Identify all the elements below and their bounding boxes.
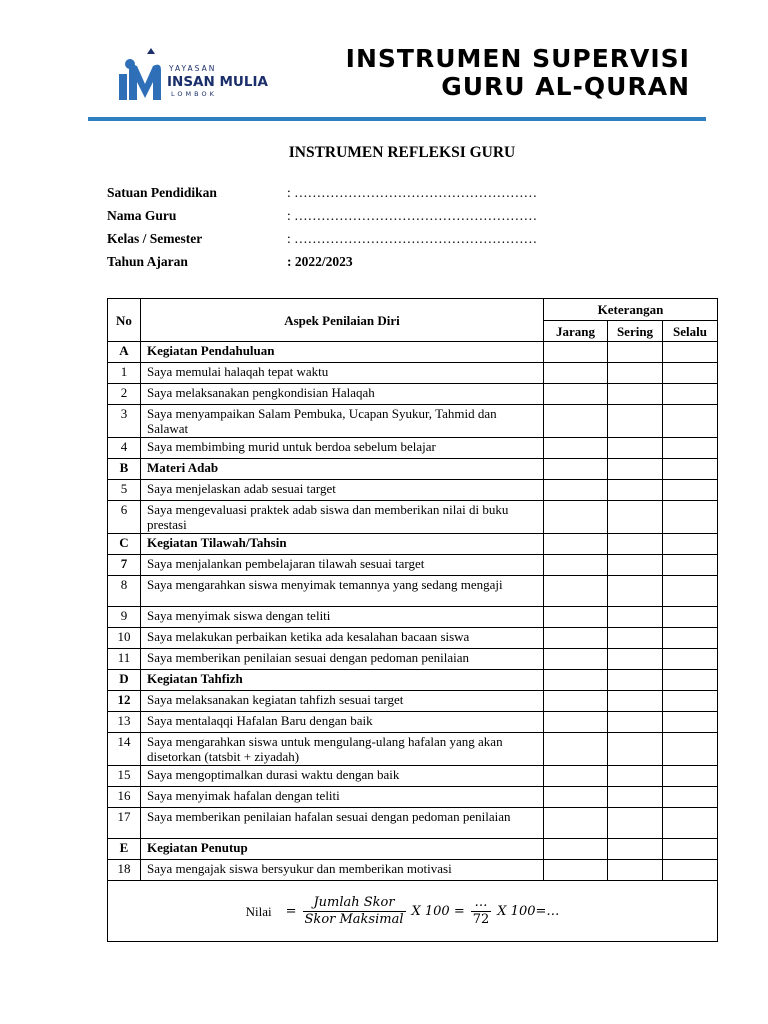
check-cell-sering[interactable] [608, 607, 663, 628]
row-number: 8 [108, 576, 141, 607]
header-selalu: Selalu [663, 321, 718, 342]
aspect-text: Saya mengoptimalkan durasi waktu dengan baik [141, 766, 544, 787]
check-cell-sering[interactable] [608, 691, 663, 712]
table-row [108, 555, 718, 576]
yayasan-logo [113, 44, 283, 110]
section-title: Kegiatan Tilawah/Tahsin [141, 534, 544, 555]
aspect-text: Saya menjalankan pembelajaran tilawah sesuai target [141, 555, 544, 576]
check-cell-selalu[interactable] [663, 712, 718, 733]
table-row [108, 649, 718, 670]
row-number: 4 [108, 438, 141, 459]
check-cell-sering[interactable] [608, 501, 663, 534]
aspect-text: Saya memberikan penilaian hafalan sesuai dengan pedoman penilaian [141, 808, 544, 839]
check-cell-jarang[interactable] [544, 384, 608, 405]
check-cell-jarang[interactable] [544, 691, 608, 712]
check-cell-selalu[interactable] [663, 405, 718, 438]
check-cell-sering [608, 839, 663, 860]
info-label-satuan: Satuan Pendidikan [107, 185, 217, 200]
info-value-kelas: : ……………………………………………… [287, 231, 538, 246]
check-cell-jarang[interactable] [544, 808, 608, 839]
row-number: 6 [108, 501, 141, 534]
header-jarang: Jarang [544, 321, 608, 342]
header-divider [88, 117, 706, 121]
row-number: 15 [108, 766, 141, 787]
check-cell-selalu[interactable] [663, 480, 718, 501]
info-label-nama: Nama Guru [107, 208, 177, 223]
check-cell-sering[interactable] [608, 766, 663, 787]
check-cell-selalu[interactable] [663, 787, 718, 808]
table-row [108, 363, 718, 384]
check-cell-jarang [544, 459, 608, 480]
table-row [108, 501, 718, 534]
check-cell-jarang[interactable] [544, 712, 608, 733]
table-row [108, 384, 718, 405]
check-cell-selalu[interactable] [663, 766, 718, 787]
row-number: 10 [108, 628, 141, 649]
check-cell-jarang[interactable] [544, 438, 608, 459]
check-cell-sering[interactable] [608, 480, 663, 501]
check-cell-selalu[interactable] [663, 501, 718, 534]
section-row [108, 670, 718, 691]
logo-small-text: YAYASAN [169, 64, 217, 73]
row-number: 18 [108, 860, 141, 881]
section-title: Materi Adab [141, 459, 544, 480]
check-cell-sering[interactable] [608, 438, 663, 459]
row-number: E [108, 839, 141, 860]
check-cell-sering[interactable] [608, 712, 663, 733]
check-cell-selalu[interactable] [663, 808, 718, 839]
section-row [108, 534, 718, 555]
formula-numerator: Jumlah Skor [303, 895, 406, 912]
check-cell-selalu[interactable] [663, 363, 718, 384]
row-number: 14 [108, 733, 141, 766]
formula-multiplier-1: X 100 = [411, 903, 465, 919]
row-number: D [108, 670, 141, 691]
check-cell-selalu [663, 342, 718, 363]
table-row [108, 712, 718, 733]
table-row [108, 576, 718, 607]
aspect-text: Saya memulai halaqah tepat waktu [141, 363, 544, 384]
check-cell-sering[interactable] [608, 649, 663, 670]
row-number: 1 [108, 363, 141, 384]
table-row [108, 766, 718, 787]
check-cell-sering [608, 459, 663, 480]
formula-fraction-main [303, 895, 406, 928]
header-sering: Sering [608, 321, 663, 342]
check-cell-selalu [663, 534, 718, 555]
aspect-text: Saya menyampaikan Salam Pembuka, Ucapan Syukur, Tahmid dan Salawat [141, 405, 544, 438]
check-cell-selalu[interactable] [663, 628, 718, 649]
table-row [108, 808, 718, 839]
check-cell-jarang[interactable] [544, 649, 608, 670]
aspect-text: Saya mengajak siswa bersyukur dan memberikan motivasi [141, 860, 544, 881]
header-aspek: Aspek Penilaian Diri [141, 299, 544, 342]
check-cell-sering[interactable] [608, 628, 663, 649]
check-cell-sering [608, 534, 663, 555]
table-row [108, 787, 718, 808]
formula-numerator-2: … [471, 895, 492, 912]
formula-denominator-2: 72 [472, 911, 490, 927]
section-row [108, 459, 718, 480]
check-cell-jarang[interactable] [544, 787, 608, 808]
info-value-nama: : ……………………………………………… [287, 208, 538, 223]
check-cell-selalu[interactable] [663, 733, 718, 766]
check-cell-selalu[interactable] [663, 860, 718, 881]
row-number: 5 [108, 480, 141, 501]
table-row [108, 733, 718, 766]
check-cell-sering[interactable] [608, 733, 663, 766]
table-row [108, 405, 718, 438]
check-cell-jarang[interactable] [544, 480, 608, 501]
header-title-line2: GURU AL-QURAN [441, 72, 690, 101]
row-number: 9 [108, 607, 141, 628]
check-cell-selalu [663, 670, 718, 691]
check-cell-jarang [544, 342, 608, 363]
aspect-text: Saya melaksanakan kegiatan tahfizh sesuai target [141, 691, 544, 712]
info-label-tahun: Tahun Ajaran [107, 254, 188, 269]
check-cell-selalu [663, 459, 718, 480]
aspect-text: Saya melakukan perbaikan ketika ada kesalahan bacaan siswa [141, 628, 544, 649]
check-cell-sering[interactable] [608, 363, 663, 384]
check-cell-jarang[interactable] [544, 607, 608, 628]
check-cell-jarang[interactable] [544, 363, 608, 384]
check-cell-selalu [663, 839, 718, 860]
aspect-text: Saya mentalaqqi Hafalan Baru dengan baik [141, 712, 544, 733]
check-cell-jarang [544, 670, 608, 691]
check-cell-sering[interactable] [608, 555, 663, 576]
formula-cell [108, 881, 718, 942]
aspect-text: Saya menyimak hafalan dengan teliti [141, 787, 544, 808]
check-cell-jarang[interactable] [544, 576, 608, 607]
info-label-kelas: Kelas / Semester [107, 231, 203, 246]
check-cell-jarang[interactable] [544, 501, 608, 534]
check-cell-sering[interactable] [608, 808, 663, 839]
table-body [108, 342, 718, 881]
info-value-tahun: : 2022/2023 [287, 254, 353, 269]
check-cell-sering [608, 670, 663, 691]
score-formula [94, 895, 711, 928]
section-title: Kegiatan Tahfizh [141, 670, 544, 691]
reflection-table [107, 298, 718, 942]
row-number: 11 [108, 649, 141, 670]
header-title-line1: INSTRUMEN SUPERVISI [345, 44, 690, 73]
check-cell-sering[interactable] [608, 860, 663, 881]
aspect-text: Saya mengarahkan siswa menyimak temannya yang sedang mengaji [141, 576, 544, 607]
row-number: 3 [108, 405, 141, 438]
aspect-text: Saya menjelaskan adab sesuai target [141, 480, 544, 501]
row-number: 13 [108, 712, 141, 733]
check-cell-jarang[interactable] [544, 628, 608, 649]
check-cell-sering [608, 342, 663, 363]
row-number: 2 [108, 384, 141, 405]
aspect-text: Saya membimbing murid untuk berdoa sebelum belajar [141, 438, 544, 459]
check-cell-selalu[interactable] [663, 607, 718, 628]
logo-place: LOMBOK [171, 90, 217, 98]
check-cell-jarang[interactable] [544, 405, 608, 438]
aspect-text: Saya menyimak siswa dengan teliti [141, 607, 544, 628]
formula-denominator: Skor Maksimal [304, 911, 404, 927]
check-cell-selalu[interactable] [663, 438, 718, 459]
row-number: B [108, 459, 141, 480]
check-cell-jarang [544, 534, 608, 555]
check-cell-selalu[interactable] [663, 576, 718, 607]
table-row [108, 480, 718, 501]
table-row [108, 607, 718, 628]
table-row [108, 628, 718, 649]
formula-label: Nilai [245, 903, 272, 919]
check-cell-jarang[interactable] [544, 766, 608, 787]
aspect-text: Saya melaksanakan pengkondisian Halaqah [141, 384, 544, 405]
document-title: INSTRUMEN REFLEKSI GURU [288, 144, 516, 161]
section-title: Kegiatan Pendahuluan [141, 342, 544, 363]
header-keterangan: Keterangan [544, 299, 718, 321]
check-cell-jarang[interactable] [544, 733, 608, 766]
info-value-satuan: : ……………………………………………… [287, 185, 538, 200]
table-row [108, 691, 718, 712]
section-title: Kegiatan Penutup [141, 839, 544, 860]
check-cell-sering[interactable] [608, 405, 663, 438]
formula-fraction-result [471, 895, 492, 928]
check-cell-sering[interactable] [608, 576, 663, 607]
aspect-text: Saya memberikan penilaian sesuai dengan pedoman penilaian [141, 649, 544, 670]
table-row [108, 438, 718, 459]
row-number: 7 [108, 555, 141, 576]
row-number: 16 [108, 787, 141, 808]
row-number: A [108, 342, 141, 363]
check-cell-jarang [544, 839, 608, 860]
header-no: No [108, 299, 141, 342]
row-number: 17 [108, 808, 141, 839]
section-row [108, 839, 718, 860]
check-cell-sering[interactable] [608, 787, 663, 808]
check-cell-selalu[interactable] [663, 555, 718, 576]
formula-multiplier-2: X 100=… [497, 903, 560, 919]
logo-name: INSAN MULIA [167, 74, 268, 90]
aspect-text: Saya mengarahkan siswa untuk mengulang-ulang hafalan yang akan disetorkan (tatsbit + ziyadah) [141, 733, 544, 766]
formula-equals: = [285, 903, 297, 919]
section-row [108, 342, 718, 363]
aspect-text: Saya mengevaluasi praktek adab siswa dan memberikan nilai di buku prestasi [141, 501, 544, 534]
check-cell-jarang[interactable] [544, 555, 608, 576]
row-number: 12 [108, 691, 141, 712]
check-cell-selalu[interactable] [663, 384, 718, 405]
check-cell-jarang[interactable] [544, 860, 608, 881]
check-cell-sering[interactable] [608, 384, 663, 405]
row-number: C [108, 534, 141, 555]
check-cell-selalu[interactable] [663, 691, 718, 712]
table-row [108, 860, 718, 881]
check-cell-selalu[interactable] [663, 649, 718, 670]
